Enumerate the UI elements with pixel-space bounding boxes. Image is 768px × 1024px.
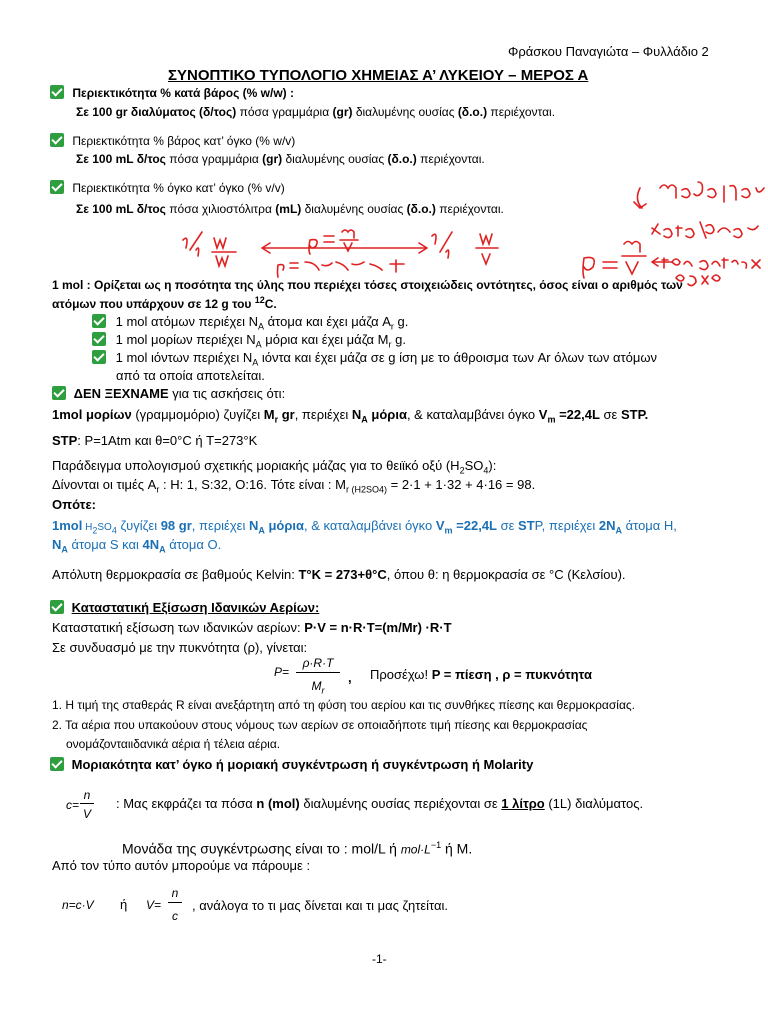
page-title: ΣΥΝΟΠΤΙΚΟ ΤΥΠΟΛΟΓΙΟ ΧΗΜΕΙΑΣ Α’ ΛΥΚΕΙΟΥ – ΜΕΡΟΣ Α (168, 67, 589, 84)
gas-note-2b: ονομάζονταιιδανικά αέρια ή τέλεια αέρια. (66, 737, 281, 751)
formula-comma: , (348, 670, 352, 685)
gas-note-2a: 2. Τα αέρια που υπακούουν στους νόμους των αερίων σε οποιαδήποτε τιμή πίεσης και θερμοκρασίας (52, 718, 588, 732)
stp-line: STP: P=1Atm και θ=0°C ή T=273°K (52, 433, 258, 448)
formula-description: , ανάλογα το τι μας δίνεται και τι μας ζητείται. (192, 898, 449, 913)
check-icon (50, 180, 64, 194)
check-icon (50, 757, 64, 771)
formula-or: ή (120, 897, 128, 912)
formula-v-fraction: $\frac{n}{c}$ (168, 886, 182, 923)
gas-density-line: Σε συνδυασμό με την πυκνότητα (ρ), γίνεται: (52, 640, 308, 655)
ww-heading: Περιεκτικότητα % κατά βάρος (% w/w) : (72, 86, 295, 100)
example-line2: Δίνονται οι τιμές $A_r$ : H: 1, S:32, O:16. Τότε είναι : $M_{r (H2SO4)} = 2\cdot 1 + 1\cdot 32 + 4\cdot 16 = 98$. (52, 477, 536, 495)
vv-heading: Περιεκτικότητα % όγκο κατ’ όγκο (% v/v) (72, 181, 285, 195)
page-number: -1- (372, 952, 387, 966)
check-icon (92, 314, 106, 328)
check-icon (50, 133, 64, 147)
opote-label: Οπότε: (52, 497, 96, 512)
check-icon (50, 600, 64, 614)
formula-n-cv: n=c·V (62, 898, 94, 912)
gas-heading: Καταστατική Εξίσωση Ιδανικών Αερίων: (50, 600, 319, 615)
gas-note-1: 1. Η τιμή της σταθεράς R είναι ανεξάρτητη από τη φύση του αερίου και τις συνθήκες πίεσης και θερμοκρασίας. (52, 698, 635, 712)
kelvin-line: Απόλυτη θερμοκρασία σε βαθμούς Kelvin: T°K = 273+θ°C, όπου θ: η θερμοκρασία σε °C (Κελσίου). (52, 567, 626, 582)
forget-heading: ΔΕΝ ΞΕΧΝΑΜΕ για τις ασκήσεις ότι: (52, 386, 285, 401)
pressure-formula-fraction: $\frac{\rho\cdot R\cdot T}{M_r}$ (296, 656, 340, 695)
forget-mole-line: 1mol μορίων (γραμμομόριο) ζυγίζει $M_r$ gr, περιέχει $N_A$ μόρια, & καταλαμβάνει όγκο $V_m =22,4L$ σε STP. (52, 407, 649, 425)
mol-bullet-ions-cont: από τα οποία αποτελείται. (116, 368, 265, 383)
molarity-description: : Μας εκφράζει τα πόσα n (mol) διαλυμένης ουσίας περιέχονται σε 1 λίτρο (1L) διαλύματος. (116, 796, 644, 811)
molarity-heading: Μοριακότητα κατ’ όγκο ή μοριακή συγκέντρωση ή συγκέντρωση ή Molarity (50, 757, 533, 772)
check-icon (92, 350, 106, 364)
molarity-formula-label: c= (66, 798, 80, 812)
mol-bullet-atoms: 1 mol ατόμων περιέχει $N_A$ άτομα και έχει μάζα $A_r$ g. (92, 314, 408, 332)
wv-definition: Σε 100 mL δ/τος πόσα γραμμάρια (gr) διαλυμένης ουσίας (δ.ο.) περιέχονται. (76, 152, 485, 166)
mol-bullet-molecules: 1 mol μορίων περιέχει $N_A$ μόρια και έχει μάζα $M_r$ g. (92, 332, 406, 350)
vv-definition: Σε 100 mL δ/τος πόσα χιλιοστόλιτρα (mL) διαλυμένης ουσίας (δ.ο.) περιέχονται. (76, 202, 504, 216)
formula-v-label: V= (146, 898, 162, 912)
header-author: Φράσκου Παναγιώτα – Φυλλάδιο 2 (508, 44, 709, 59)
sulfuric-line1: 1mol $H_2SO_4$ ζυγίζει 98 gr, περιέχει $N_A$ μόρια, & καταλαμβάνει όγκο $V_m =22,4L$ σε STP, περιέχει $2N_A$ άτομα H, (52, 518, 677, 536)
ww-section (50, 85, 294, 100)
wv-section (50, 133, 295, 148)
mol-definition-line1: 1 mol : Ορίζεται ως η ποσότητα της ύλης που περιέχει τόσες στοιχειώδεις οντότητες, όσος είναι ο αριθμός των (52, 278, 683, 292)
example-line1: Παράδειγμα υπολογισμού σχετικής μοριακής μάζας για το θειϊκό οξύ $(H_2SO_4)$: (52, 458, 497, 476)
gas-attention-note: Προσέχω! P = πίεση , ρ = πυκνότητα (370, 667, 592, 682)
mol-definition-line2: ατόμων που υπάρχουν σε 12 g του $^{12}$C. (52, 295, 277, 311)
check-icon (50, 85, 64, 99)
vv-section (50, 180, 285, 195)
gas-equation-line: Καταστατική εξίσωση των ιδανικών αερίων: P·V = n·R·T=(m/Mr) ·R·T (52, 620, 452, 635)
pressure-formula-label: P= (274, 665, 290, 679)
mol-bullet-ions: 1 mol ιόντων περιέχει $N_A$ ιόντα και έχει μάζα σε g ίση με το άθροισμα των Ar όλων των ατόμων (92, 350, 657, 368)
molarity-derive-line: Από τον τύπο αυτόν μπορούμε να πάρουμε : (52, 858, 311, 873)
molarity-formula-fraction: $\frac{n}{V}$ (80, 788, 94, 821)
ww-definition: Σε 100 gr διαλύματος (δ/τος) πόσα γραμμάρια (gr) διαλυμένης ουσίας (δ.ο.) περιέχονται. (76, 105, 556, 119)
sulfuric-line2: $N_A$ άτομα S και $4N_A$ άτομα O. (52, 537, 222, 555)
wv-heading: Περιεκτικότητα % βάρος κατ’ όγκο (% w/v) (72, 134, 296, 148)
check-icon (92, 332, 106, 346)
check-icon (52, 386, 66, 400)
molarity-unit-line: Μονάδα της συγκέντρωσης είναι το : mol/L ή $mol\cdot L^{-1}$ ή M. (122, 840, 473, 857)
